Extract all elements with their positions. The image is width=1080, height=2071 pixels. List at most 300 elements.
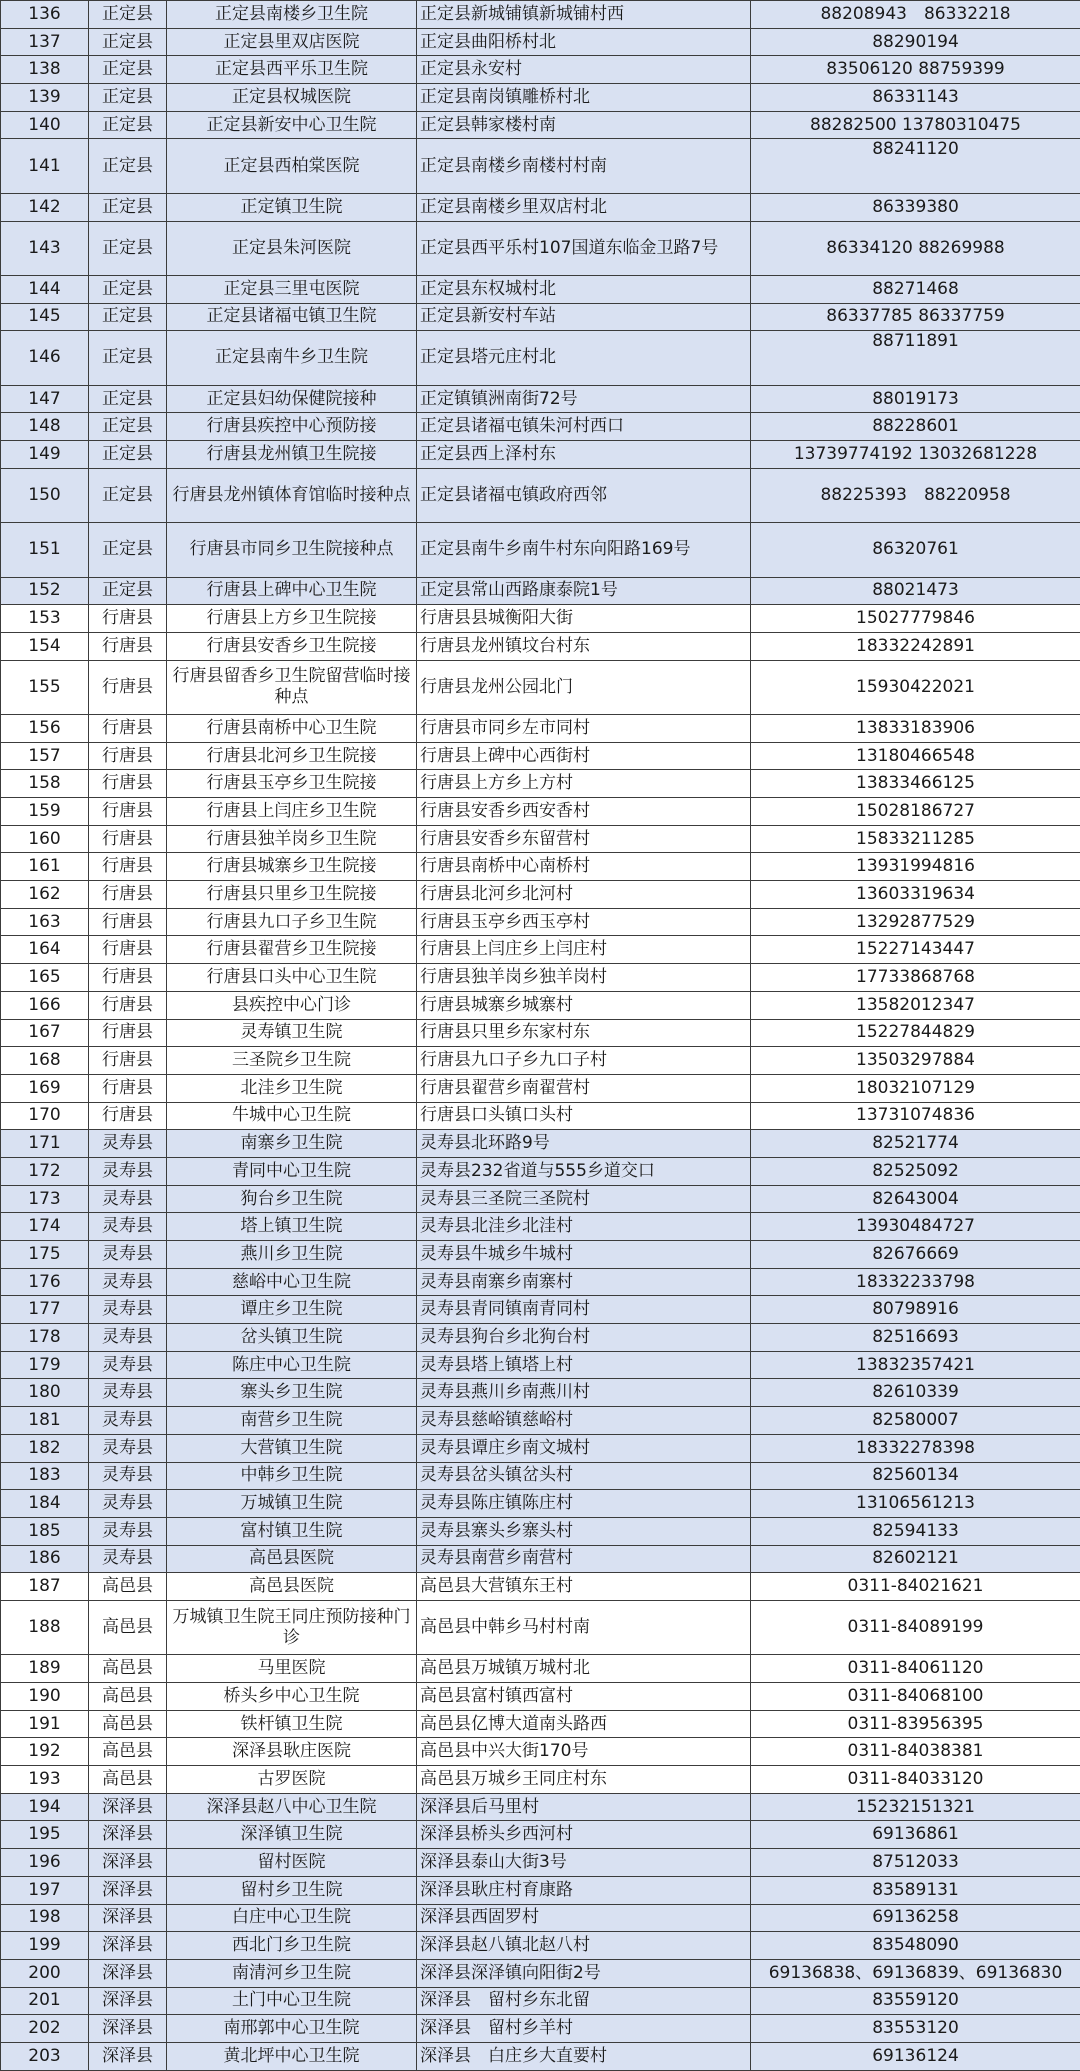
table-row: [1, 441, 1080, 469]
row-number: 163: [1, 908, 89, 936]
address-cell: 高邑县大营镇东王村: [417, 1573, 751, 1601]
row-number: 156: [1, 714, 89, 742]
table-row: [1, 275, 1080, 303]
row-number: 158: [1, 770, 89, 798]
site-name-cell: 黄北坪中心卫生院: [167, 2042, 417, 2070]
table-row: [1, 56, 1080, 84]
address-cell: 正定县新安村车站: [417, 303, 751, 331]
site-name-cell: 正定县权城医院: [167, 84, 417, 112]
row-number: 187: [1, 1573, 89, 1601]
row-number: 144: [1, 275, 89, 303]
phone-cell: 69136258: [751, 1904, 1080, 1932]
phone-cell: 88241120: [751, 139, 1080, 193]
site-name-cell: 马里医院: [167, 1655, 417, 1683]
phone-cell: 13930484727: [751, 1213, 1080, 1241]
phone-cell: 15027779846: [751, 605, 1080, 633]
address-cell: 行唐县只里乡东家村东: [417, 1019, 751, 1047]
address-cell: 深泽县赵八镇北赵八村: [417, 1932, 751, 1960]
county-cell: 正定县: [89, 1, 167, 29]
row-number: 140: [1, 111, 89, 139]
county-cell: 灵寿县: [89, 1351, 167, 1379]
address-cell: 高邑县亿博大道南头路西: [417, 1710, 751, 1738]
phone-cell: 18332278398: [751, 1434, 1080, 1462]
site-name-cell: 南邢郭中心卫生院: [167, 2015, 417, 2043]
site-name-cell: 行唐县九口子乡卫生院: [167, 908, 417, 936]
table-row: [1, 798, 1080, 826]
site-name-cell: 正定县南牛乡卫生院: [167, 331, 417, 385]
phone-cell: 69136124: [751, 2042, 1080, 2070]
address-cell: 行唐县县城衡阳大街: [417, 605, 751, 633]
address-cell: 行唐县市同乡左市同村: [417, 714, 751, 742]
county-cell: 灵寿县: [89, 1434, 167, 1462]
phone-cell: 88228601: [751, 413, 1080, 441]
phone-cell: 0311-84021621: [751, 1573, 1080, 1601]
phone-cell: 82610339: [751, 1379, 1080, 1407]
row-number: 136: [1, 1, 89, 29]
table-row: [1, 28, 1080, 56]
address-cell: 行唐县九口子乡九口子村: [417, 1047, 751, 1075]
table-row: [1, 1324, 1080, 1352]
county-cell: 灵寿县: [89, 1296, 167, 1324]
address-cell: 行唐县上方乡上方村: [417, 770, 751, 798]
table-row: [1, 1296, 1080, 1324]
site-name-cell: 南营乡卫生院: [167, 1407, 417, 1435]
table-row: [1, 632, 1080, 660]
table-row: [1, 111, 1080, 139]
phone-cell: 88225393 88220958: [751, 468, 1080, 522]
row-number: 177: [1, 1296, 89, 1324]
county-cell: 灵寿县: [89, 1545, 167, 1573]
site-name-cell: 南寨乡卫生院: [167, 1130, 417, 1158]
site-name-cell: 正定县西柏棠医院: [167, 139, 417, 193]
address-cell: 正定县南楼乡南楼村村南: [417, 139, 751, 193]
row-number: 157: [1, 742, 89, 770]
site-name-cell: 行唐县独羊岗乡卫生院: [167, 825, 417, 853]
table-row: [1, 936, 1080, 964]
phone-cell: 88271468: [751, 275, 1080, 303]
site-name-cell: 行唐县玉亭乡卫生院接: [167, 770, 417, 798]
phone-cell: 88208943 86332218: [751, 1, 1080, 29]
row-number: 150: [1, 468, 89, 522]
row-number: 183: [1, 1462, 89, 1490]
table-row: [1, 331, 1080, 385]
site-name-cell: 行唐县疾控中心预防接: [167, 413, 417, 441]
table-row: [1, 1074, 1080, 1102]
address-cell: 正定县韩家楼村南: [417, 111, 751, 139]
county-cell: 行唐县: [89, 798, 167, 826]
address-cell: 行唐县上闫庄乡上闫庄村: [417, 936, 751, 964]
phone-cell: 86320761: [751, 523, 1080, 577]
county-cell: 行唐县: [89, 1019, 167, 1047]
county-cell: 灵寿县: [89, 1517, 167, 1545]
table-row: [1, 413, 1080, 441]
address-cell: 高邑县富村镇西富村: [417, 1683, 751, 1711]
address-cell: 灵寿县陈庄镇陈庄村: [417, 1490, 751, 1518]
address-cell: 正定县南岗镇雕桥村北: [417, 84, 751, 112]
phone-cell: 83548090: [751, 1932, 1080, 1960]
address-cell: 灵寿县青同镇南青同村: [417, 1296, 751, 1324]
row-number: 197: [1, 1876, 89, 1904]
table-row: [1, 660, 1080, 714]
row-number: 146: [1, 331, 89, 385]
county-cell: 灵寿县: [89, 1407, 167, 1435]
county-cell: 正定县: [89, 275, 167, 303]
site-name-cell: 行唐县北河乡卫生院接: [167, 742, 417, 770]
row-number: 165: [1, 964, 89, 992]
phone-cell: 87512033: [751, 1849, 1080, 1877]
table-row: [1, 1904, 1080, 1932]
address-cell: 行唐县翟营乡南翟营村: [417, 1074, 751, 1102]
site-name-cell: 陈庄中心卫生院: [167, 1351, 417, 1379]
row-number: 192: [1, 1738, 89, 1766]
site-name-cell: 三圣院乡卫生院: [167, 1047, 417, 1075]
row-number: 188: [1, 1600, 89, 1654]
address-cell: 灵寿县南寨乡南寨村: [417, 1268, 751, 1296]
site-name-cell: 正定县西平乐卫生院: [167, 56, 417, 84]
phone-cell: 15930422021: [751, 660, 1080, 714]
row-number: 148: [1, 413, 89, 441]
phone-cell: 13603319634: [751, 881, 1080, 909]
site-name-cell: 行唐县口头中心卫生院: [167, 964, 417, 992]
row-number: 147: [1, 385, 89, 413]
address-cell: 深泽县西固罗村: [417, 1904, 751, 1932]
table-row: [1, 1379, 1080, 1407]
phone-cell: 17733868768: [751, 964, 1080, 992]
address-cell: 灵寿县狗台乡北狗台村: [417, 1324, 751, 1352]
table-row: [1, 991, 1080, 1019]
address-cell: 灵寿县三圣院三圣院村: [417, 1185, 751, 1213]
table-row: [1, 523, 1080, 577]
row-number: 185: [1, 1517, 89, 1545]
county-cell: 行唐县: [89, 881, 167, 909]
site-name-cell: 大营镇卫生院: [167, 1434, 417, 1462]
phone-cell: 82516693: [751, 1324, 1080, 1352]
address-cell: 高邑县万城镇万城村北: [417, 1655, 751, 1683]
county-cell: 行唐县: [89, 660, 167, 714]
phone-cell: 13503297884: [751, 1047, 1080, 1075]
phone-cell: 69136838、69136839、69136830: [751, 1959, 1080, 1987]
row-number: 176: [1, 1268, 89, 1296]
site-name-cell: 青同中心卫生院: [167, 1157, 417, 1185]
row-number: 174: [1, 1213, 89, 1241]
row-number: 145: [1, 303, 89, 331]
phone-cell: 15232151321: [751, 1793, 1080, 1821]
phone-cell: 15833211285: [751, 825, 1080, 853]
table-row: [1, 1434, 1080, 1462]
table-row: [1, 1793, 1080, 1821]
table-row: [1, 468, 1080, 522]
address-cell: 正定县曲阳桥村北: [417, 28, 751, 56]
phone-cell: 88282500 13780310475: [751, 111, 1080, 139]
table-row: [1, 881, 1080, 909]
table-row: [1, 1959, 1080, 1987]
address-cell: 灵寿县北洼乡北洼村: [417, 1213, 751, 1241]
county-cell: 灵寿县: [89, 1130, 167, 1158]
site-name-cell: 正定县南楼乡卫生院: [167, 1, 417, 29]
row-number: 138: [1, 56, 89, 84]
county-cell: 正定县: [89, 441, 167, 469]
county-cell: 正定县: [89, 303, 167, 331]
row-number: 161: [1, 853, 89, 881]
address-cell: 灵寿县慈峪镇慈峪村: [417, 1407, 751, 1435]
county-cell: 行唐县: [89, 632, 167, 660]
address-cell: 深泽县 白庄乡大直要村: [417, 2042, 751, 2070]
table-row: [1, 742, 1080, 770]
phone-cell: 82643004: [751, 1185, 1080, 1213]
table-row: [1, 577, 1080, 605]
county-cell: 高邑县: [89, 1683, 167, 1711]
county-cell: 深泽县: [89, 1987, 167, 2015]
address-cell: 深泽县深泽镇向阳街2号: [417, 1959, 751, 1987]
phone-cell: 88021473: [751, 577, 1080, 605]
row-number: 171: [1, 1130, 89, 1158]
phone-cell: 0311-84061120: [751, 1655, 1080, 1683]
county-cell: 灵寿县: [89, 1157, 167, 1185]
county-cell: 行唐县: [89, 770, 167, 798]
site-name-cell: 塔上镇卫生院: [167, 1213, 417, 1241]
table-row: [1, 1185, 1080, 1213]
row-number: 151: [1, 523, 89, 577]
row-number: 162: [1, 881, 89, 909]
address-cell: 灵寿县燕川乡南燕川村: [417, 1379, 751, 1407]
county-cell: 灵寿县: [89, 1490, 167, 1518]
site-name-cell: 行唐县上闫庄乡卫生院: [167, 798, 417, 826]
table-row: [1, 1710, 1080, 1738]
table-row: [1, 193, 1080, 221]
address-cell: 灵寿县牛城乡牛城村: [417, 1241, 751, 1269]
address-cell: 正定县新城铺镇新城铺村西: [417, 1, 751, 29]
phone-cell: 83506120 88759399: [751, 56, 1080, 84]
table-row: [1, 139, 1080, 193]
table-row: [1, 1932, 1080, 1960]
county-cell: 正定县: [89, 28, 167, 56]
row-number: 175: [1, 1241, 89, 1269]
site-name-cell: 狗台乡卫生院: [167, 1185, 417, 1213]
address-cell: 深泽县 留村乡羊村: [417, 2015, 751, 2043]
table-row: [1, 303, 1080, 331]
table-row: [1, 1766, 1080, 1794]
address-cell: 正定县西平乐村107国道东临金卫路7号: [417, 221, 751, 275]
row-number: 199: [1, 1932, 89, 1960]
county-cell: 深泽县: [89, 1849, 167, 1877]
row-number: 191: [1, 1710, 89, 1738]
phone-cell: 13180466548: [751, 742, 1080, 770]
row-number: 153: [1, 605, 89, 633]
phone-cell: 82580007: [751, 1407, 1080, 1435]
phone-cell: 83589131: [751, 1876, 1080, 1904]
county-cell: 正定县: [89, 523, 167, 577]
table-body: [1, 1, 1080, 2071]
phone-cell: 18332233798: [751, 1268, 1080, 1296]
row-number: 154: [1, 632, 89, 660]
row-number: 166: [1, 991, 89, 1019]
phone-cell: 13731074836: [751, 1102, 1080, 1130]
address-cell: 灵寿县北环路9号: [417, 1130, 751, 1158]
site-name-cell: 行唐县安香乡卫生院接: [167, 632, 417, 660]
table-row: [1, 84, 1080, 112]
county-cell: 高邑县: [89, 1573, 167, 1601]
row-number: 181: [1, 1407, 89, 1435]
address-cell: 行唐县南桥中心南桥村: [417, 853, 751, 881]
site-name-cell: 慈峪中心卫生院: [167, 1268, 417, 1296]
site-name-cell: 高邑县医院: [167, 1545, 417, 1573]
county-cell: 正定县: [89, 577, 167, 605]
table-row: [1, 1490, 1080, 1518]
table-row: [1, 1517, 1080, 1545]
address-cell: 灵寿县谭庄乡南文城村: [417, 1434, 751, 1462]
phone-cell: 13739774192 13032681228: [751, 441, 1080, 469]
row-number: 155: [1, 660, 89, 714]
site-name-cell: 中韩乡卫生院: [167, 1462, 417, 1490]
phone-cell: 88019173: [751, 385, 1080, 413]
row-number: 180: [1, 1379, 89, 1407]
county-cell: 行唐县: [89, 1047, 167, 1075]
site-name-cell: 正定镇卫生院: [167, 193, 417, 221]
address-cell: 行唐县独羊岗乡独羊岗村: [417, 964, 751, 992]
table-row: [1, 385, 1080, 413]
row-number: 184: [1, 1490, 89, 1518]
phone-cell: 13106561213: [751, 1490, 1080, 1518]
row-number: 195: [1, 1821, 89, 1849]
site-name-cell: 行唐县城寨乡卫生院接: [167, 853, 417, 881]
county-cell: 灵寿县: [89, 1213, 167, 1241]
address-cell: 正定县南楼乡里双店村北: [417, 193, 751, 221]
county-cell: 高邑县: [89, 1738, 167, 1766]
table-row: [1, 2015, 1080, 2043]
phone-cell: 86337785 86337759: [751, 303, 1080, 331]
address-cell: 深泽县泰山大街3号: [417, 1849, 751, 1877]
county-cell: 灵寿县: [89, 1241, 167, 1269]
address-cell: 行唐县城寨乡城寨村: [417, 991, 751, 1019]
phone-cell: 13832357421: [751, 1351, 1080, 1379]
county-cell: 正定县: [89, 221, 167, 275]
address-cell: 正定县常山西路康泰院1号: [417, 577, 751, 605]
table-row: [1, 1213, 1080, 1241]
table-row: [1, 1738, 1080, 1766]
row-number: 170: [1, 1102, 89, 1130]
site-name-cell: 行唐县留香乡卫生院留营临时接种点: [167, 660, 417, 714]
table-row: [1, 1157, 1080, 1185]
site-name-cell: 深泽县赵八中心卫生院: [167, 1793, 417, 1821]
address-cell: 行唐县北河乡北河村: [417, 881, 751, 909]
table-row: [1, 221, 1080, 275]
row-number: 193: [1, 1766, 89, 1794]
phone-cell: 82602121: [751, 1545, 1080, 1573]
county-cell: 高邑县: [89, 1600, 167, 1654]
site-name-cell: 留村医院: [167, 1849, 417, 1877]
county-cell: 深泽县: [89, 1793, 167, 1821]
county-cell: 行唐县: [89, 742, 167, 770]
site-name-cell: 西北门乡卫生院: [167, 1932, 417, 1960]
table-row: [1, 1462, 1080, 1490]
county-cell: 深泽县: [89, 1821, 167, 1849]
site-name-cell: 正定县新安中心卫生院: [167, 111, 417, 139]
phone-cell: 69136861: [751, 1821, 1080, 1849]
address-cell: 灵寿县岔头镇岔头村: [417, 1462, 751, 1490]
county-cell: 行唐县: [89, 936, 167, 964]
phone-cell: 15227143447: [751, 936, 1080, 964]
address-cell: 正定镇镇洲南街72号: [417, 385, 751, 413]
phone-cell: 13931994816: [751, 853, 1080, 881]
row-number: 167: [1, 1019, 89, 1047]
address-cell: 正定县南牛乡南牛村东向阳路169号: [417, 523, 751, 577]
site-name-cell: 牛城中心卫生院: [167, 1102, 417, 1130]
county-cell: 高邑县: [89, 1655, 167, 1683]
county-cell: 行唐县: [89, 714, 167, 742]
row-number: 202: [1, 2015, 89, 2043]
address-cell: 行唐县龙州镇坟台村东: [417, 632, 751, 660]
site-name-cell: 行唐县市同乡卫生院接种点: [167, 523, 417, 577]
table-row: [1, 1351, 1080, 1379]
address-cell: 高邑县万城乡王同庄村东: [417, 1766, 751, 1794]
table-row: [1, 1655, 1080, 1683]
address-cell: 正定县诸福屯镇政府西邻: [417, 468, 751, 522]
site-name-cell: 行唐县南桥中心卫生院: [167, 714, 417, 742]
phone-cell: 82525092: [751, 1157, 1080, 1185]
row-number: 186: [1, 1545, 89, 1573]
county-cell: 正定县: [89, 193, 167, 221]
table-row: [1, 853, 1080, 881]
address-cell: 行唐县安香乡西安香村: [417, 798, 751, 826]
site-name-cell: 行唐县只里乡卫生院接: [167, 881, 417, 909]
row-number: 178: [1, 1324, 89, 1352]
table-row: [1, 1102, 1080, 1130]
site-name-cell: 正定县朱河医院: [167, 221, 417, 275]
row-number: 190: [1, 1683, 89, 1711]
phone-cell: 80798916: [751, 1296, 1080, 1324]
table-row: [1, 1047, 1080, 1075]
address-cell: 深泽县后马里村: [417, 1793, 751, 1821]
row-number: 198: [1, 1904, 89, 1932]
phone-cell: 88711891: [751, 331, 1080, 385]
county-cell: 正定县: [89, 385, 167, 413]
address-cell: 行唐县上碑中心西街村: [417, 742, 751, 770]
county-cell: 灵寿县: [89, 1324, 167, 1352]
county-cell: 正定县: [89, 331, 167, 385]
phone-cell: 0311-84089199: [751, 1600, 1080, 1654]
county-cell: 深泽县: [89, 1932, 167, 1960]
site-name-cell: 正定县三里屯医院: [167, 275, 417, 303]
row-number: 142: [1, 193, 89, 221]
site-name-cell: 岔头镇卫生院: [167, 1324, 417, 1352]
table-row: [1, 605, 1080, 633]
address-cell: 正定县西上泽村东: [417, 441, 751, 469]
address-cell: 行唐县口头镇口头村: [417, 1102, 751, 1130]
site-name-cell: 北洼乡卫生院: [167, 1074, 417, 1102]
address-cell: 深泽县 留村乡东北留: [417, 1987, 751, 2015]
table-row: [1, 1849, 1080, 1877]
phone-cell: 0311-83956395: [751, 1710, 1080, 1738]
phone-cell: 15028186727: [751, 798, 1080, 826]
table-row: [1, 770, 1080, 798]
table-row: [1, 825, 1080, 853]
row-number: 189: [1, 1655, 89, 1683]
address-cell: 高邑县中兴大街170号: [417, 1738, 751, 1766]
county-cell: 深泽县: [89, 1904, 167, 1932]
site-name-cell: 县疾控中心门诊: [167, 991, 417, 1019]
phone-cell: 82594133: [751, 1517, 1080, 1545]
site-name-cell: 正定县妇幼保健院接种: [167, 385, 417, 413]
phone-cell: 0311-84068100: [751, 1683, 1080, 1711]
address-cell: 灵寿县232省道与555乡道交口: [417, 1157, 751, 1185]
county-cell: 高邑县: [89, 1710, 167, 1738]
address-cell: 灵寿县塔上镇塔上村: [417, 1351, 751, 1379]
row-number: 137: [1, 28, 89, 56]
county-cell: 深泽县: [89, 1959, 167, 1987]
county-cell: 行唐县: [89, 908, 167, 936]
county-cell: 行唐县: [89, 1074, 167, 1102]
table-row: [1, 1600, 1080, 1654]
